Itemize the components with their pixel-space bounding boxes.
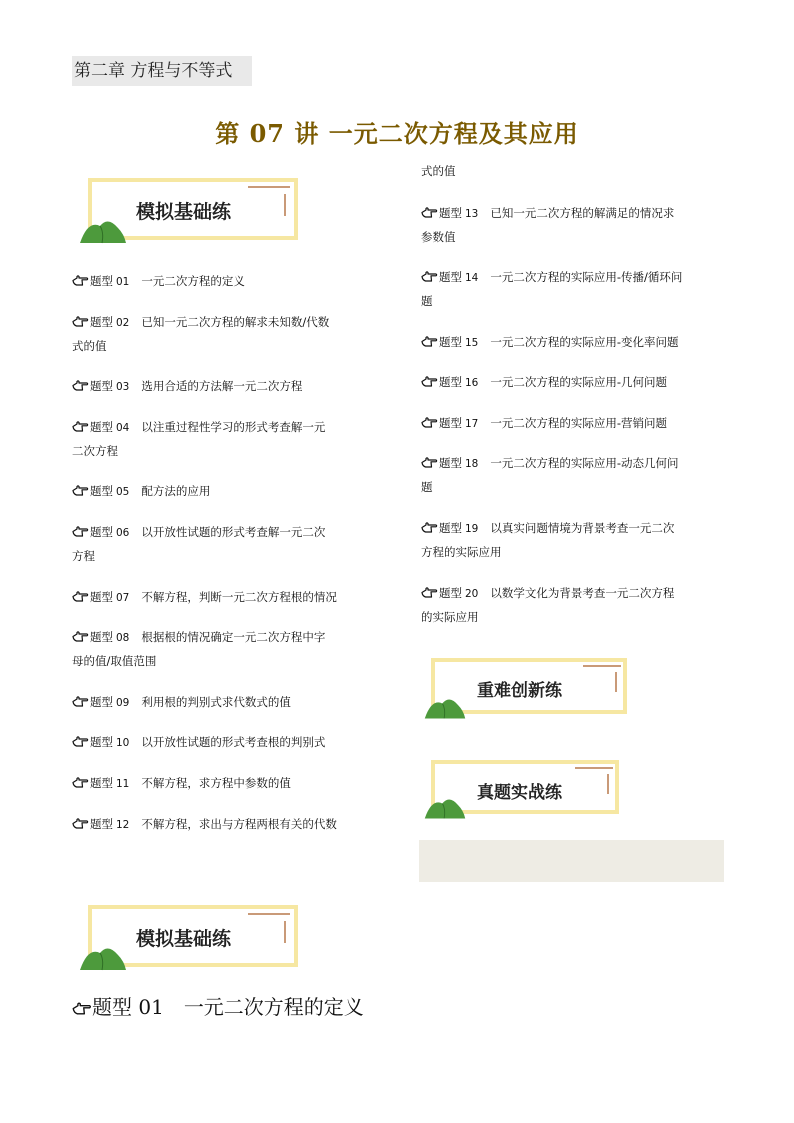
topic-text: 题 (421, 480, 433, 494)
topic-text: 式的值 (72, 339, 107, 353)
topic-item[interactable]: 题型 11 不解方程，求方程中参数的值 (72, 772, 291, 796)
hill-icon (423, 794, 467, 820)
pointing-hand-icon (421, 335, 438, 347)
pointing-hand-icon (421, 206, 438, 218)
pointing-hand-icon (72, 590, 89, 602)
topic-item[interactable]: 题型 08 根据根的情况确定一元二次方程中字 母的值/取值范围 (72, 630, 326, 668)
topic-item[interactable]: 题型 02 已知一元二次方程的解求未知数/代数 式的值 (72, 315, 330, 353)
topic-item[interactable]: 题型 07 不解方程，判断一元二次方程根的情况 (72, 586, 337, 610)
section-banner-basic-2 (78, 905, 300, 971)
topic-text: 一元二次方程的实际应用-几何问题 (490, 375, 668, 389)
topic-item[interactable]: 题型 01 一元二次方程的定义 (72, 270, 245, 294)
topic-text: 不解方程，判断一元二次方程根的情况 (141, 590, 337, 604)
topic-item[interactable]: 题型 20 以数学文化为背景考查一元二次方程 的实际应用 (421, 586, 675, 624)
pointing-hand-icon (72, 630, 89, 642)
blank-panel (419, 840, 724, 882)
pointing-hand-icon (72, 1001, 92, 1015)
topic-text: 一元二次方程的定义 (141, 274, 245, 288)
topic-text: 以真实问题情境为背景考查一元二次 (490, 521, 675, 535)
topic-text: 一元二次方程的实际应用-变化率问题 (490, 335, 679, 349)
section-banner-hard (423, 658, 629, 720)
pointing-hand-icon (72, 817, 89, 829)
topic-text: 方程 (72, 549, 95, 563)
pointing-hand-icon (421, 456, 438, 468)
topic-text: 以数学文化为背景考查一元二次方程 (490, 586, 675, 600)
pointing-hand-icon (421, 521, 438, 533)
topic-text: 参数值 (421, 230, 456, 244)
topic-item[interactable]: 题型 17 一元二次方程的实际应用-营销问题 (421, 412, 667, 436)
pointing-hand-icon (72, 484, 89, 496)
pointing-hand-icon (421, 586, 438, 598)
topic-text: 利用根的判别式求代数式的值 (141, 695, 291, 709)
topic-item[interactable]: 题型 09 利用根的判别式求代数式的值 (72, 691, 291, 715)
pointing-hand-icon (421, 375, 438, 387)
topic-item[interactable]: 题型 05 配方法的应用 (72, 480, 210, 504)
topic-item[interactable]: 题型 16 一元二次方程的实际应用-几何问题 (421, 371, 667, 395)
topic-item[interactable]: 题型 06 以开放性试题的形式考查解一元二次 方程 (72, 525, 326, 563)
topic-text: 配方法的应用 (141, 484, 211, 498)
topic-item[interactable]: 题型 04 以注重过程性学习的形式考查解一元 二次方程 (72, 420, 326, 458)
section-title: 模拟基础练 (136, 928, 232, 950)
pointing-hand-icon (72, 735, 89, 747)
hill-icon (78, 216, 128, 244)
topic-item[interactable]: 题型 03 选用合适的方法解一元二次方程 (72, 375, 302, 399)
section-title: 重难创新练 (477, 681, 562, 701)
topic-text: 一元二次方程的实际应用-传播/循环问 (490, 270, 683, 284)
topic-text: 方程的实际应用 (421, 545, 502, 559)
topic-item[interactable]: 题型 19 以真实问题情境为背景考查一元二次 方程的实际应用 (421, 521, 675, 559)
pointing-hand-icon (72, 274, 89, 286)
pointing-hand-icon (421, 270, 438, 282)
topic-item[interactable]: 题型 15 一元二次方程的实际应用-变化率问题 (421, 331, 679, 355)
topic-text: 一元二次方程的实际应用-营销问题 (490, 416, 668, 430)
topic-text: 根据根的情况确定一元二次方程中字 (141, 630, 326, 644)
topic-item[interactable]: 题型 13 已知一元二次方程的解满足的情况求 参数值 (421, 206, 675, 244)
continuation-text: 式的值 (421, 164, 456, 178)
topic-heading: 题型 01 一元二次方程的定义 (72, 991, 364, 1020)
topic-text: 不解方程，求方程中参数的值 (141, 776, 291, 790)
topic-text: 一元二次方程的实际应用-动态几何问 (490, 456, 679, 470)
pointing-hand-icon (72, 315, 89, 327)
pointing-hand-icon (421, 416, 438, 428)
section-banner-real (423, 760, 621, 820)
topic-text: 二次方程 (72, 444, 118, 458)
section-banner-basic (78, 178, 300, 244)
topic-text: 母的值/取值范围 (72, 654, 157, 668)
hill-icon (78, 943, 128, 971)
topic-text: 题 (421, 294, 433, 308)
topic-item[interactable]: 题型 14 一元二次方程的实际应用-传播/循环问 题 (421, 270, 683, 308)
chapter-label: 第二章 方程与不等式 (72, 56, 252, 86)
topic-text: 的实际应用 (421, 610, 479, 624)
pointing-hand-icon (72, 379, 89, 391)
pointing-hand-icon (72, 695, 89, 707)
topic-text: 已知一元二次方程的解求未知数/代数 (141, 315, 330, 329)
section-title: 真题实战练 (477, 783, 562, 803)
topic-item[interactable]: 题型 12 不解方程，求出与方程两根有关的代数 (72, 813, 337, 837)
topic-text: 以开放性试题的形式考查解一元二次 (141, 525, 326, 539)
topic-item[interactable]: 题型 10 以开放性试题的形式考查根的判别式 (72, 731, 325, 755)
topic-text: 以开放性试题的形式考查根的判别式 (141, 735, 326, 749)
lesson-title: 第 07 讲 一元二次方程及其应用 (215, 119, 579, 148)
topic-text: 以注重过程性学习的形式考查解一元 (141, 420, 326, 434)
hill-icon (423, 694, 467, 720)
pointing-hand-icon (72, 776, 89, 788)
pointing-hand-icon (72, 420, 89, 432)
topic-text: 不解方程，求出与方程两根有关的代数 (141, 817, 337, 831)
topic-text: 选用合适的方法解一元二次方程 (141, 379, 303, 393)
pointing-hand-icon (72, 525, 89, 537)
topic-text: 已知一元二次方程的解满足的情况求 (490, 206, 675, 220)
topic-item[interactable]: 题型 18 一元二次方程的实际应用-动态几何问 题 (421, 456, 679, 494)
section-title: 模拟基础练 (136, 201, 232, 223)
